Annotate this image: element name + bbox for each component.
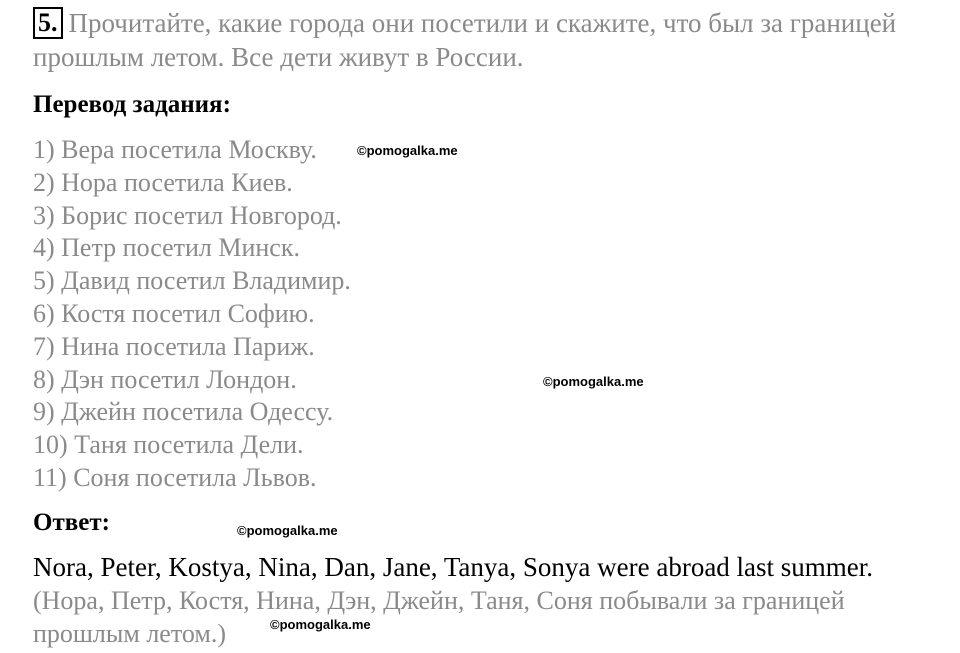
task-number-badge: 5. <box>33 7 63 39</box>
list-item: 6) Костя посетил Софию. <box>33 298 315 328</box>
list-item: 8) Дэн посетил Лондон. <box>33 364 297 394</box>
watermark: ©pomogalka.me <box>270 617 371 632</box>
answer-english: Nora, Peter, Kostya, Nina, Dan, Jane, Tanya, Sonya were abroad last summer. <box>33 552 874 582</box>
task-text: Прочитайте, какие города они посетили и скажите, что был за границей прошлым летом. Все дети живут в России. <box>33 8 897 72</box>
task-statement <box>33 6 933 74</box>
list-item: 7) Нина посетила Париж. <box>33 331 315 361</box>
list-item: 4) Петр посетил Минск. <box>33 233 300 263</box>
translation-list <box>33 134 351 495</box>
watermark: ©pomogalka.me <box>357 143 458 158</box>
watermark: ©pomogalka.me <box>543 374 644 389</box>
answer-russian: (Нора, Петр, Костя, Нина, Дэн, Джейн, Таня, Соня побывали за границей прошлым летом.) <box>33 586 845 648</box>
translation-heading: Перевод задания: <box>33 91 231 118</box>
list-item: 9) Джейн посетила Одессу. <box>33 397 334 427</box>
watermark: ©pomogalka.me <box>237 523 338 538</box>
list-item: 10) Таня посетила Дели. <box>33 430 304 460</box>
list-item: 5) Давид посетил Владимир. <box>33 266 351 296</box>
list-item: 3) Борис посетил Новгород. <box>33 200 342 230</box>
list-item: 1) Вера посетила Москву. <box>33 135 317 164</box>
list-item: 11) Соня посетила Львов. <box>33 462 317 492</box>
list-item: 2) Нора посетила Киев. <box>33 167 293 197</box>
answer-heading: Ответ: <box>33 509 110 536</box>
